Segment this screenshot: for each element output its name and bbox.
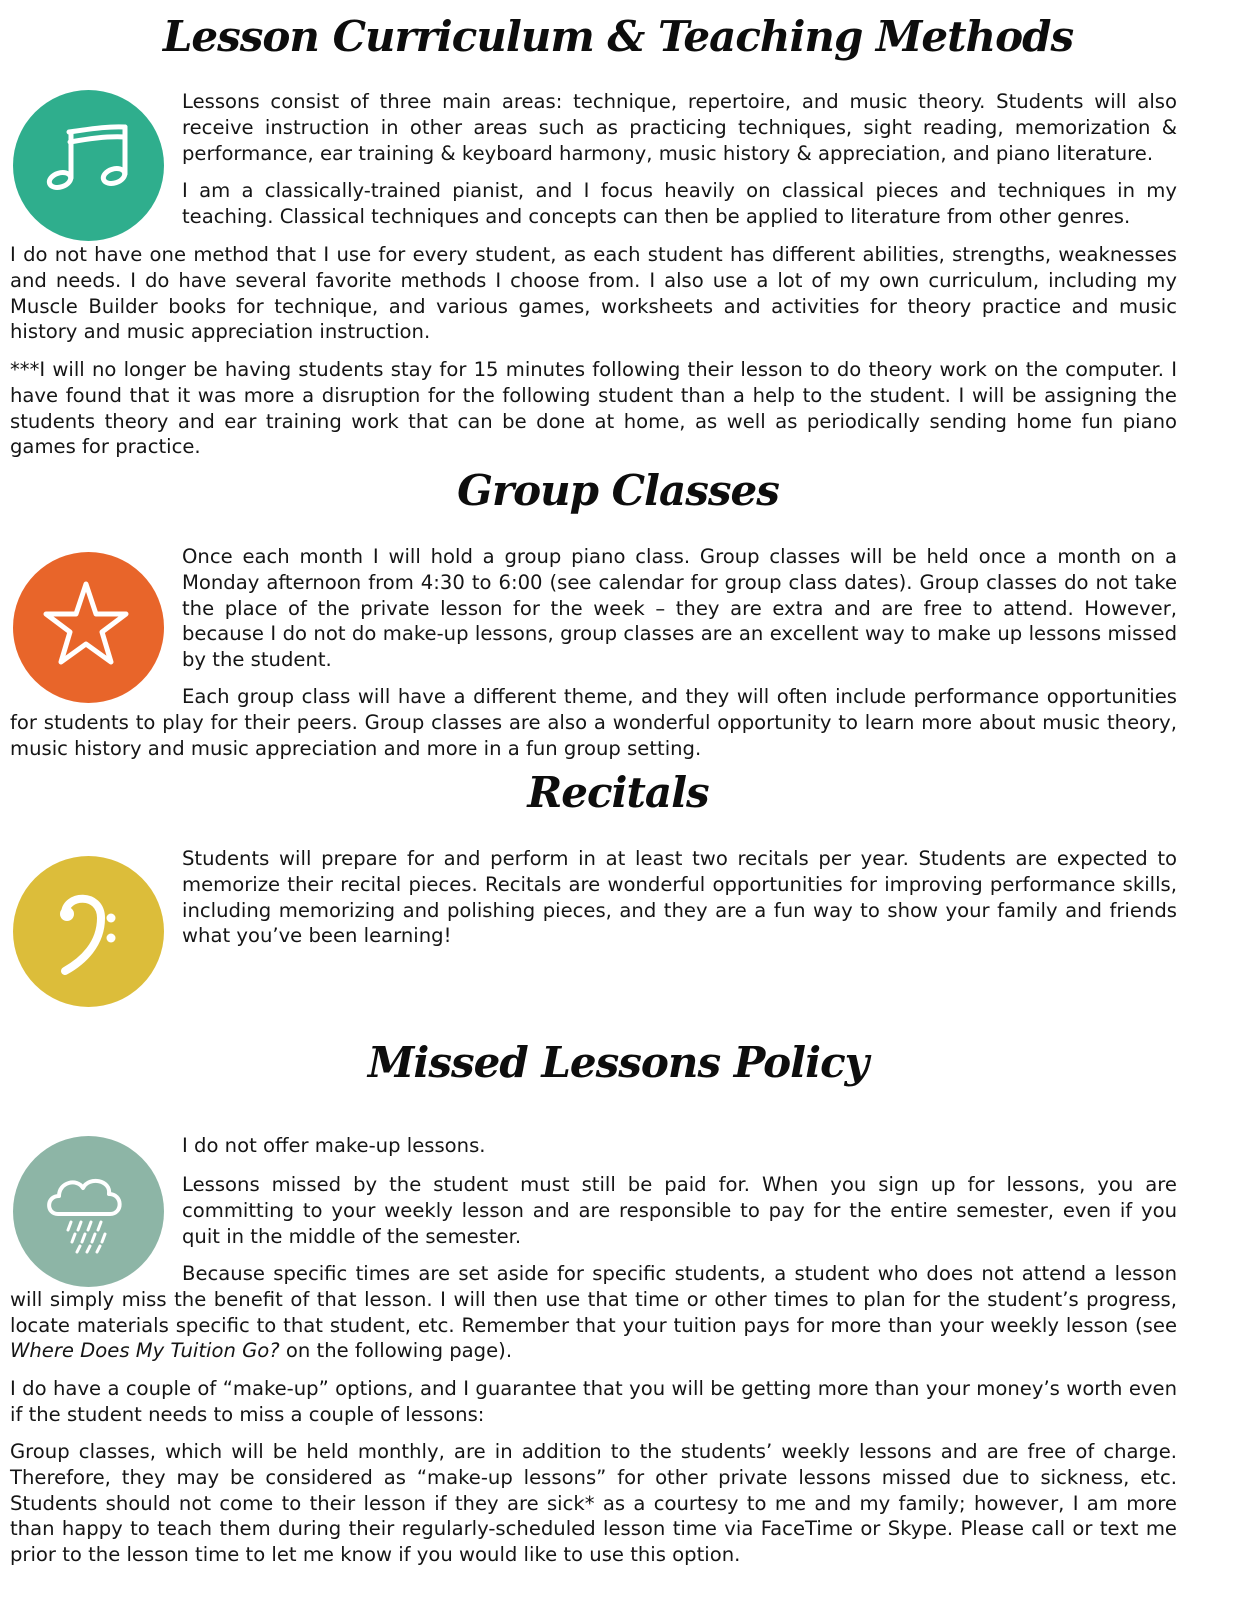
missed-paragraph-3-text: Because specific times are set aside for specific students, a student who does not attend a lesson will simply miss the benefit of that lesson. I will then use that time or other times to plan for the student’s progress, locate materials specific to that student, etc. Remember that your tuition pays for more than your weekly lesson (see (10, 1262, 1177, 1337)
missed-paragraph-3 (10, 1261, 1177, 1364)
curriculum-title: Lesson Curriculum & Teaching Methods (162, 12, 1074, 61)
curriculum-paragraph-3: I do not have one method that I use for every student, as each student has different abilities, strengths, weaknesses and needs. I do have several favorite methods I choose from. I also use a lot of my own curriculum, including my Muscle Builder books for technique, and various games, worksheets and activities for theory practice and music history and music appreciation instruction. (10, 243, 1177, 344)
missed-paragraph-3-end: on the following page). (279, 1339, 513, 1363)
missed-paragraph-5: Group classes, which will be held monthly, are in addition to the students’ weekly lessons and are free of charge. Therefore, they may be considered as “make-up lessons” for other private lessons missed due to sickness, etc. Students should not come to their lesson if they are sick* as a courtesy to me and my family; however, I am more than happy to teach them during their regularly-scheduled lesson time via FaceTime or Skype. Please call or text me prior to the lesson time to let me know if you would like to use this option. (10, 1440, 1177, 1567)
curriculum-paragraph-2: I am a classically-trained pianist, and I focus heavily on classical pieces and techniques in my teaching. Classical techniques and concepts can then be applied to literature from other genres. (182, 179, 1177, 228)
group-paragraph-1: Once each month I will hold a group piano class. Group classes will be held once a month on a Monday afternoon from 4:30 to 6:00 (see calendar for group class dates). Group classes do not take the place of the private lesson for the week – they are extra and are free to attend. However, because I do not do make-up lessons, group classes are an excellent way to make up lessons missed by the student. (182, 545, 1177, 672)
missed-paragraph-2: Lessons missed by the student must still be paid for. When you sign up for lessons, you are committing to your weekly lesson and are responsible to pay for the entire semester, even if you quit in the middle of the semester. (182, 1173, 1177, 1248)
music-note-icon (13, 90, 164, 241)
missed-lessons-title: Missed Lessons Policy (367, 1038, 869, 1087)
recitals-paragraph-1: Students will prepare for and perform in at least two recitals per year. Students are expected to memorize their recital pieces. Recitals are wonderful opportunities for improving performance skills, including memorizing and polishing pieces, and they are a fun way to show your family and friends what you’ve been learning! (182, 847, 1177, 948)
star-icon (13, 552, 164, 703)
missed-paragraph-4: I do have a couple of “make-up” options, and I guarantee that you will be getting more than your money’s worth even if the student needs to miss a couple of lessons: (10, 1377, 1177, 1426)
bass-clef-icon (13, 856, 164, 1007)
missed-paragraph-1: I do not offer make-up lessons. (182, 1134, 486, 1157)
recitals-title: Recitals (527, 768, 709, 817)
group-classes-title: Group Classes (457, 466, 779, 515)
tuition-reference: Where Does My Tuition Go? (10, 1339, 280, 1363)
curriculum-paragraph-4: ***I will no longer be having students stay for 15 minutes following their lesson to do theory work on the computer. I have found that it was more a disruption for the following student than a help to the student. I will be assigning the students theory and ear training work that can be done at home, as well as periodically sending home fun piano games for practice. (10, 358, 1177, 459)
curriculum-paragraph-1: Lessons consist of three main areas: technique, repertoire, and music theory. Students will also receive instruction in other areas such as practicing techniques, sight reading, memorization & performance, ear training & keyboard harmony, music history & appreciation, and piano literature. (182, 90, 1177, 165)
group-paragraph-2: Each group class will have a different theme, and they will often include performance opportunities for students to play for their peers. Group classes are also a wonderful opportunity to learn more about music theory, music history and music appreciation and more in a fun group setting. (10, 685, 1177, 760)
